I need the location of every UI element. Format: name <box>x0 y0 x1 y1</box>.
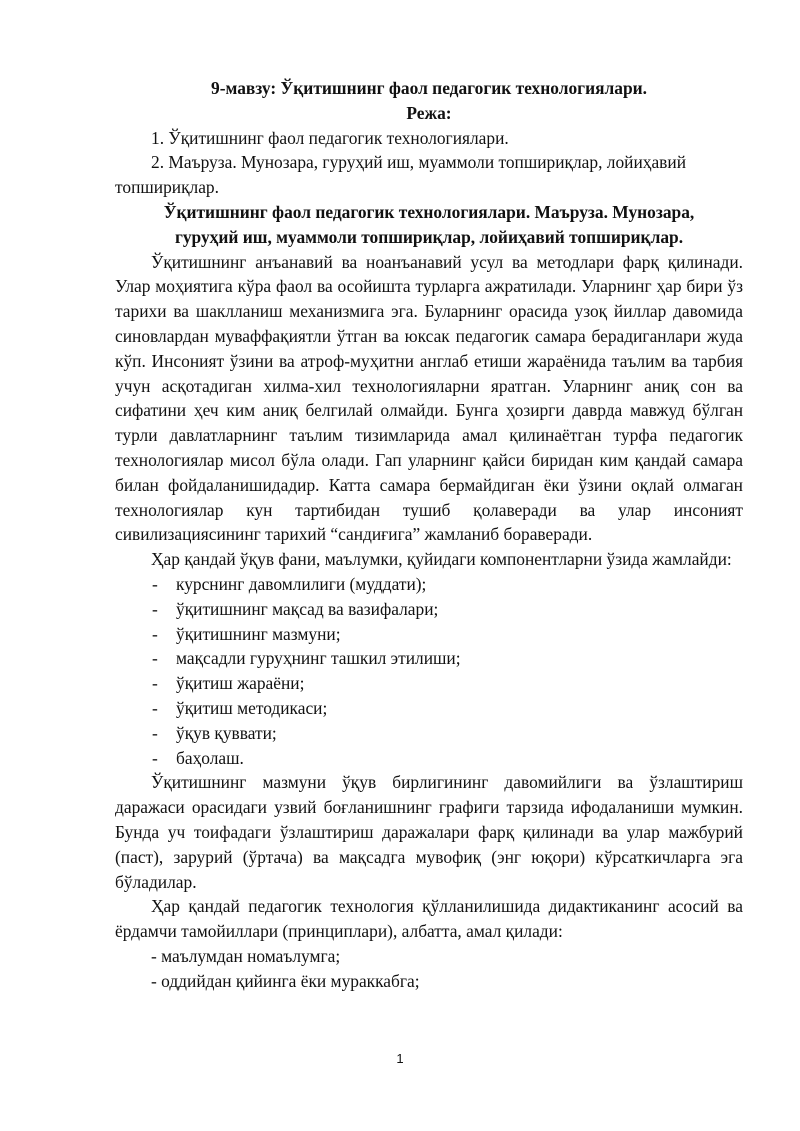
list-item: - баҳолаш. <box>152 747 244 768</box>
list-item: - ўқитишнинг мақсад ва вазифалари; <box>152 598 439 619</box>
list-item: - ўқитиш методикаси; <box>152 697 328 718</box>
list-item: - ўқитишнинг мазмуни; <box>152 623 341 644</box>
list-item: - ўқитиш жараёни; <box>152 673 305 694</box>
page-number: 1 <box>396 1051 404 1066</box>
page-content <box>115 76 743 993</box>
list-item-text: баҳолаш. <box>176 747 244 768</box>
document-title: 9-мавзу: Ўқитишнинг фаол педагогик технологиялари. <box>211 78 647 98</box>
section-heading-line-1: Ўқитишнинг фаол педагогик технологиялари. Маъруза. Мунозара, <box>163 201 695 222</box>
section-heading-line-2: гуруҳий иш, муаммоли топшириқлар, лойиҳавий топшириқлар. <box>174 226 684 247</box>
paragraph-2: Ҳар қандай ўқув фани, маълумки, қуйидаги компонентларни ўзида жамлайди: <box>151 549 732 570</box>
plan-item-2: 2. Маъруза. Мунозара, гуруҳий иш, муаммоли топшириқлар, лойиҳавий топшириқлар. <box>115 152 687 198</box>
plan-heading: Режа: <box>406 102 452 123</box>
components-list <box>115 572 743 770</box>
list-item-text: ўқитишнинг мақсад ва вазифалари; <box>176 598 439 619</box>
paragraph-1: Ўқитишнинг анъанавий ва ноанъанавий усул ва методлари фарқ қилинади. Улар моҳиятига кўра фаол ва осойишта турларга ажратилади. Уларнинг ҳар бири ўз тарихи ва шаклланиш механизмига эга. Буларнинг орасида узоқ йиллар давомида синовлардан муваффақиятли ўтган ва юксак педагогик самара берадиганлари жуда кўп. Инсоният ўзини ва атроф-муҳитни англаб етиши жараёнида таълим ва тарбия учун асқотадиган хилма-хил технологияларни яратган. Уларнинг аниқ сон ва сифатини ҳеч ким аниқ белгилай олмайди. Бунга ҳозирги даврда мавжуд бўлган турли давлатларнинг таълим тизимларида амал қилинаётган турфа педагогик технологиялар мисол бўла олади. Гап уларнинг қайси биридан ким қандай самара билан фойдаланишидадир. Катта самара бермайдиган ёки ўзини оқлай олмаган технологиялар кун тартибидан тушиб қолаверади ва улар инсоният сивилизациясининг тарихий “сандиғига” жамланиб бораверади. <box>115 251 743 545</box>
list-item-text: ўқитиш методикаси; <box>176 697 328 718</box>
principle-item-2: - оддийдан қийинга ёки мураккабга; <box>151 970 420 991</box>
paragraph-4: Ҳар қандай педагогик технология қўлланилишида дидактиканинг асосий ва ёрдамчи тамойиллари (принциплари), албатта, амал қилади: <box>115 896 743 942</box>
list-item-text: мақсадли гуруҳнинг ташкил этилиши; <box>176 648 461 669</box>
principle-item-1: - маълумдан номаълумга; <box>151 945 341 966</box>
paragraph-3: Ўқитишнинг мазмуни ўқув бирлигининг давомийлиги ва ўзлаштириш даражаси орасидаги узвий боғланишнинг графиги тарзида ифодаланиши мумкин. Бунда уч тоифадаги ўзлаштириш даражалари фарқ қилинади ва улар мажбурий (паст), зарурий (ўртача) ва мақсадга мувофиқ (энг юқори) кўрсаткичларга эга бўладилар. <box>115 772 743 892</box>
plan-item-1: 1. Ўқитишнинг фаол педагогик технологиялари. <box>151 127 509 148</box>
list-item: - курснинг давомлилиги (муддати); <box>152 573 427 594</box>
list-item: - мақсадли гуруҳнинг ташкил этилиши; <box>152 648 461 669</box>
list-item-text: ўқитишнинг мазмуни; <box>176 623 341 644</box>
list-item-text: ўқитиш жараёни; <box>176 673 305 694</box>
list-item-text: курснинг давомлилиги (муддати); <box>176 573 427 594</box>
list-item-text: ўқув қуввати; <box>176 722 277 743</box>
list-item: - ўқув қуввати; <box>152 722 277 743</box>
